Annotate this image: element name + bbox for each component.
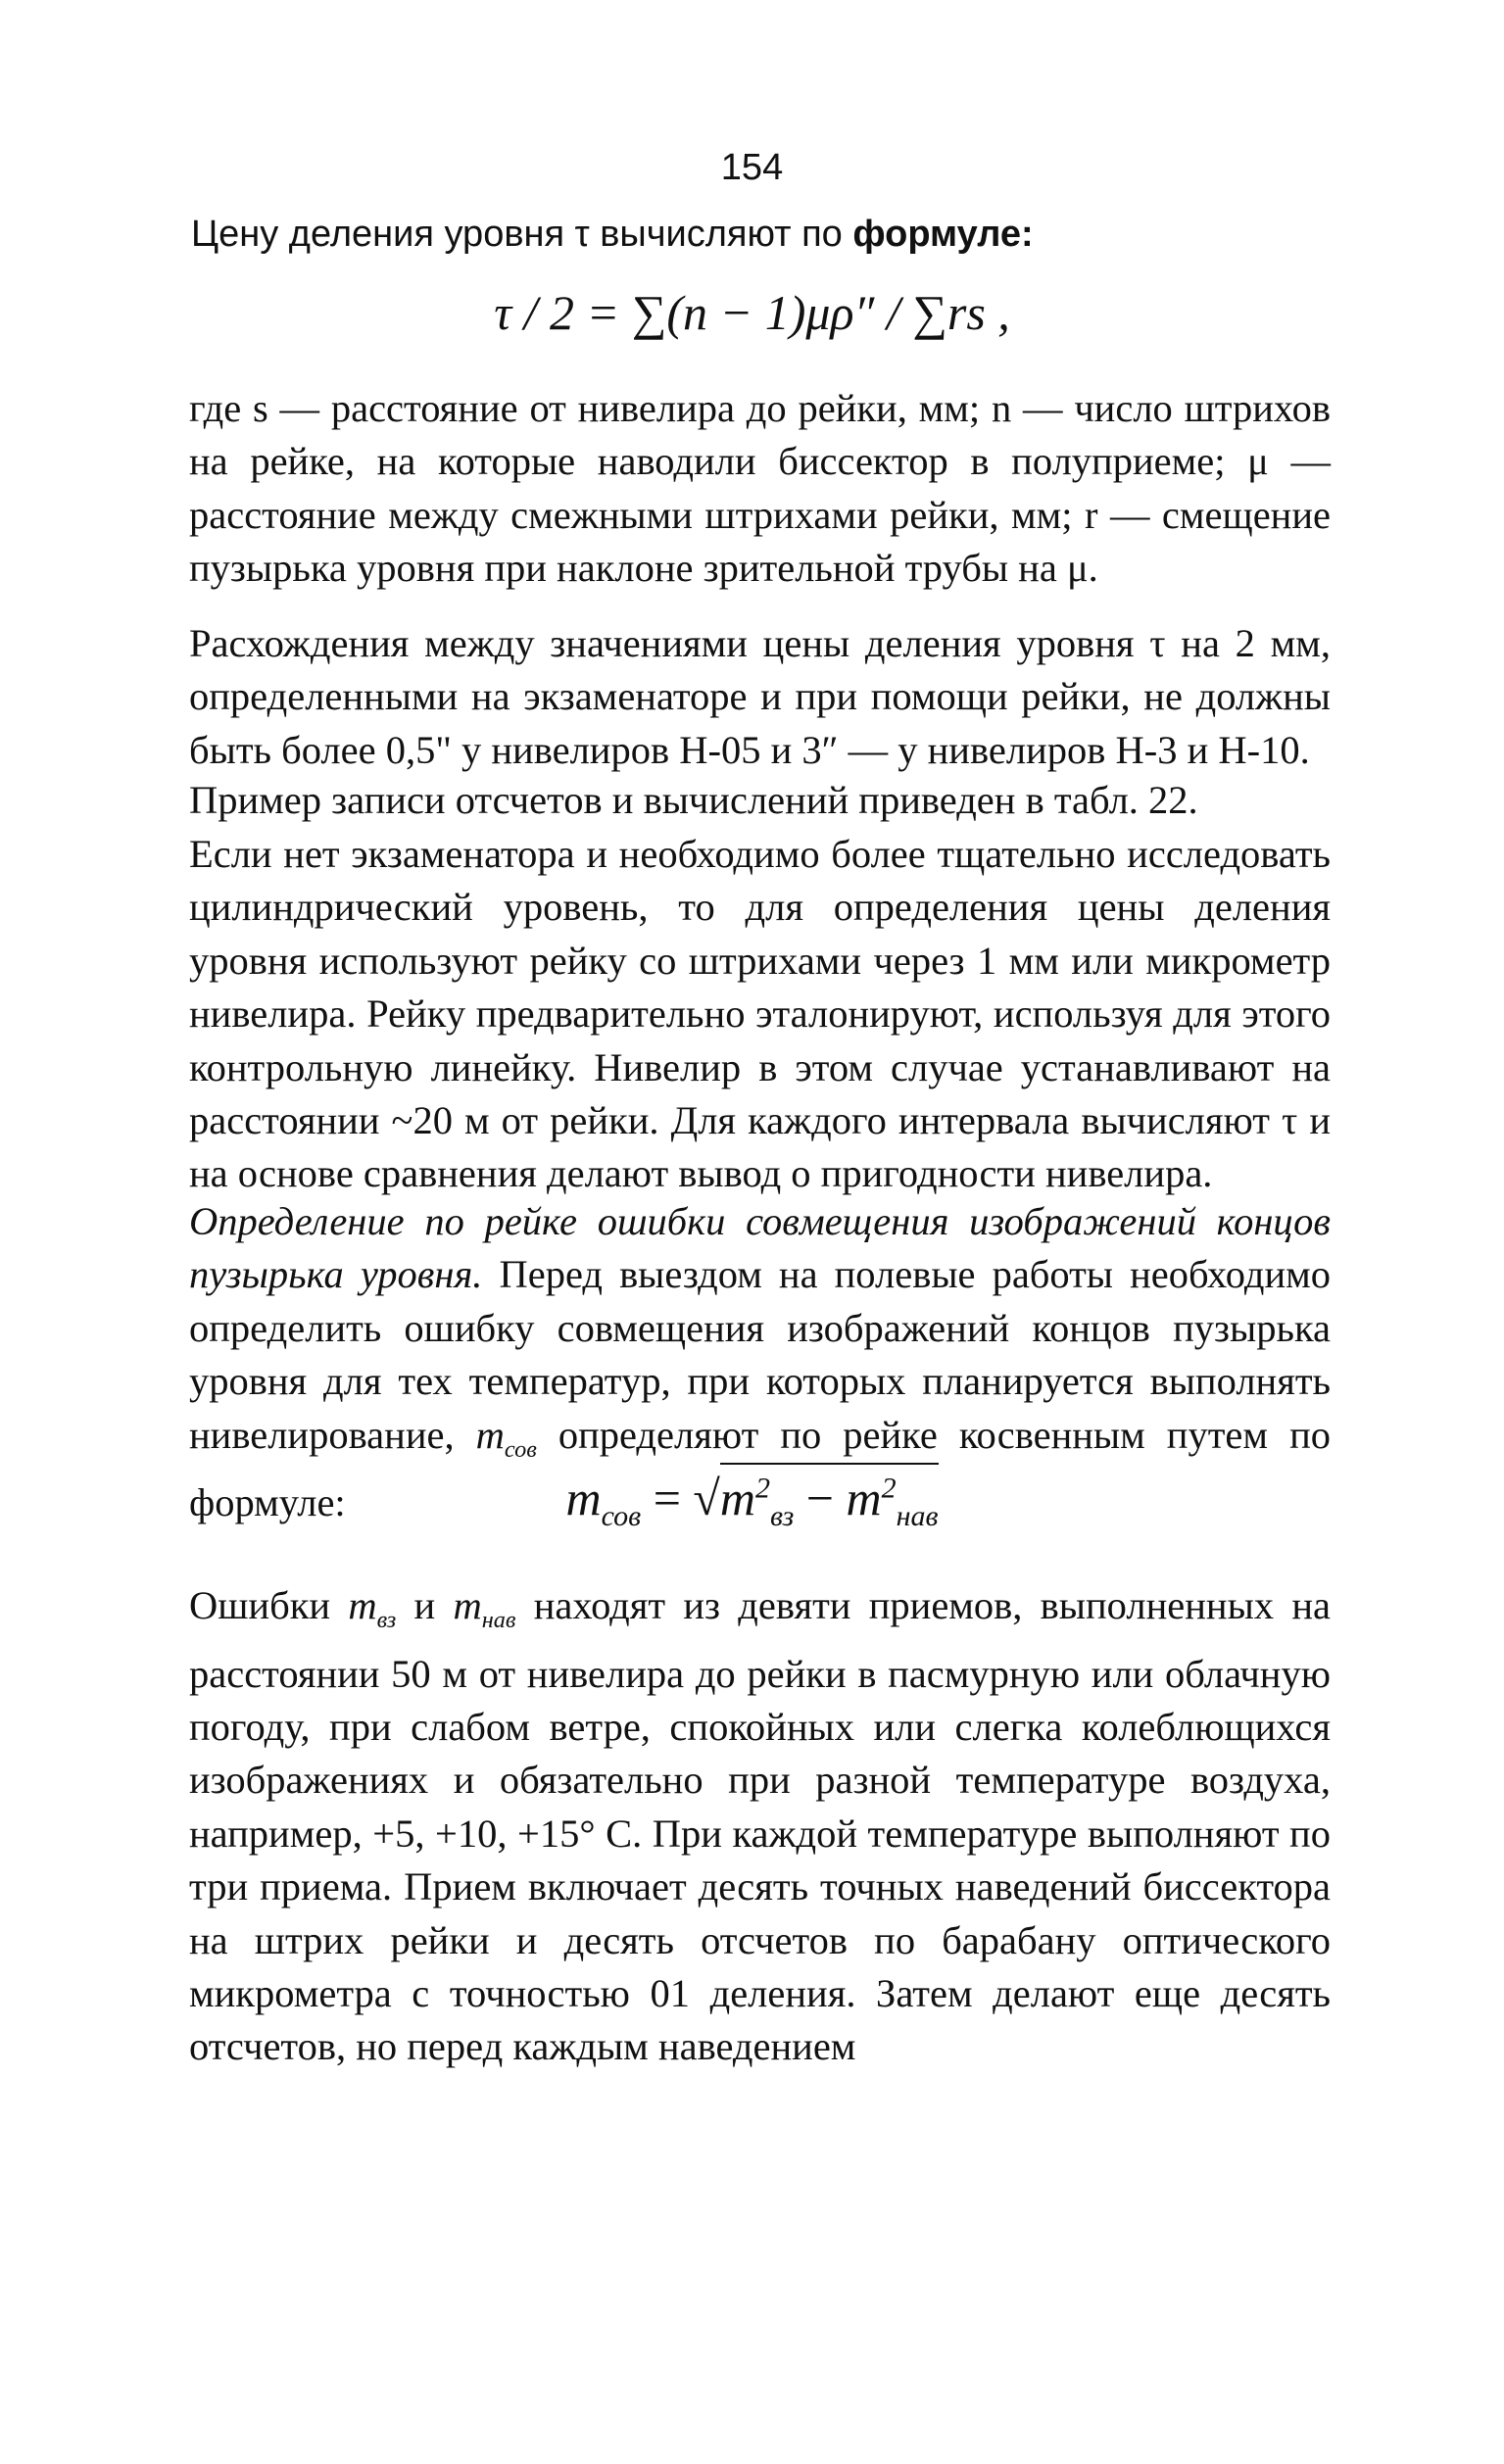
heading-line (189, 208, 1331, 261)
page-number: 154 (720, 147, 784, 188)
paragraph-3 (189, 774, 1331, 827)
paragraph-4 (189, 828, 1331, 1201)
paragraph-text: Пример записи отсчетов и вычислений приведен в табл. 22. (189, 778, 1198, 822)
section-tail: определяют по рейке косвенным путем по формуле: (189, 1412, 1332, 1525)
formula-lhs: $m_{сов}$ (565, 1471, 642, 1532)
formula-m (0, 1470, 1504, 1533)
sqrt-sign: √ (693, 1471, 720, 1525)
heading-text: Цену деления уровня τ вычисляют по (191, 214, 853, 255)
formula-tau: τ / 2 = ∑(n − 1)μρ″ / ∑rs , (494, 285, 1010, 340)
section-title: Определение по рейке ошибки совмещения изображений концов пузырька уровня. (189, 1199, 1331, 1297)
paragraph-text: Расхождения между значениями цены деления уровня τ на 2 мм, определенными на экзаменаторе и при помощи рейки, не должны быть более 0,5" у нивелиров Н-05 и 3″ — у нивелиров Н-3 и Н-10. (189, 621, 1331, 772)
heading-bold-text: формуле: (852, 214, 1034, 255)
paragraph-text: Если нет экзаменатора и необходимо более тщательно исследовать цилиндрический уровень, то для определения цены деления уровня используют рейку со штрихами через 1 мм или микрометр нивелира. Рейку предварительно эталонируют, используя для этого контрольную линейку. Нивелир в этом случае устанавливают на расстоянии ~20 м от рейки. Для каждого интервала вычисляют τ и на основе сравнения делают вывод о пригодности нивелира. (189, 832, 1331, 1196)
formula-eq: = (653, 1471, 681, 1525)
paragraph-1 (189, 382, 1331, 596)
last-paragraph: Ошибки $m_{вз}$ и $m_{нав}$ находят из девяти приемов, выполненных на расстоянии 50 м от нивелира до рейки в пасмурную или облачную погоду, при слабом ветре, спокойных или слегка колеблющихся изображениях и обязательно при разной температуре воздуха, например, +5, +10, +15° С. При каждой температуре выполняют по три приема. Прием включает десять точных наведений биссектора на штрих рейки и десять отсчетов по барабану оптического микрометра с точностью 01 деления. Затем делают еще десять отсчетов, но перед каждым наведением (189, 1583, 1331, 2069)
paragraph-text: где s — расстояние от нивелира до рейки, мм; n — число штрихов на рейке, на которые наводили биссектор в полуприеме; μ — расстояние между смежными штрихами рейки, мм; r — смещение пузырька уровня при наклоне зрительной трубы на μ. (189, 386, 1331, 591)
section-text: Перед выездом на полевые работы необходимо определить ошибку совмещения изображений концов пузырька уровня для тех температур, при которых планируется выполнять нивелирование, (189, 1252, 1331, 1457)
m-symbol: $m_{сов}$ (475, 1412, 537, 1463)
sqrt-radicand: $m^2_{вз} - m^2_{нав}$ (720, 1470, 939, 1533)
paragraph-2 (189, 617, 1331, 777)
